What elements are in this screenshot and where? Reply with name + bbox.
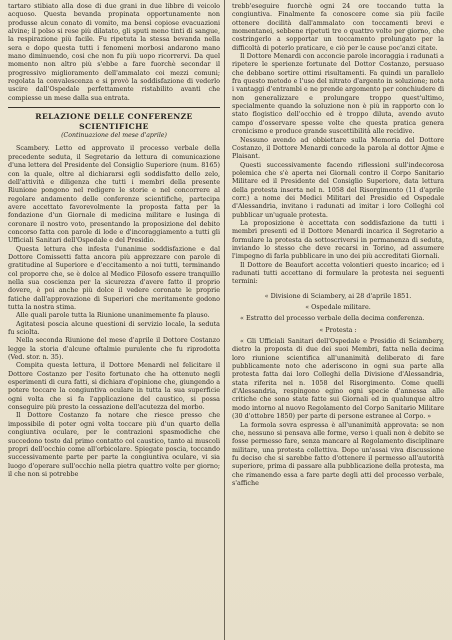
paragraph: Questi successivamente facendo riflessioni sull'indecorosa polemica che s'è aperta nei Giornali contro il Corpo Sanitario Militare ed il Presidente del Consiglio Superiore, data lettura della protesta inserta nel n. 1058 del Risorgimento (11 d'aprile corr.) a nome dei Medici Militari del Presidio ed Ospedale d'Alessandria, invitano i radunati ad imitar i loro Colleghi col pubblicar un'uguale protesta. [232, 160, 444, 219]
paragraph: La formola sovra espressa è all'unanimità approvata: se non che, nessuno si pensava alle forme, verso i quali non è debito se fosse permesso fare, senza mancare al Regolamento disciplinare militare, una protesta collettiva. Dopo un'assai viva discussione fu deciso che si sarebbe fatto d'ottenere il permesso all'autorità superiore, prima di passare alla pubblicazione della protesta, ma che rimanendo essa a fare parte degli atti del processo verbale, s'affiche [232, 420, 444, 487]
spacer [232, 286, 444, 289]
paragraph: Agitatesi poscia alcune questioni di servizio locale, la seduta fu sciolta. [8, 319, 220, 337]
paragraph: Nella seconda Riunione del mese d'aprile il Dottore Costanzo legge la storia d'alcune oftalmie purulente che fu riprodotta (Ved. stor. n. 35). [8, 336, 220, 362]
paragraph: Il Dottore Menardi con acconcie parole incoraggia i radunati a ripetere le sperienze fortunate del Dottor Costanzo, persuaso che debbano sortire ottimi risultamenti. Fa quindi un parallelo fra questo metodo e l'uso del nitrato d'argento in soluzione; nota i vantaggi d'entrambi e ne prende argomento per conchiudere di non generalizzare e prolungare troppo quest'ultimo, specialmente quando la soluzione non è più in rapporto con lo stato flogistico dell'occhio ed è troppo diluta, avendo avuto campo d'osservare spesse volte che questa pratica genera cronicismo e produce grande suscettibilità alle recidive. [232, 52, 444, 136]
paragraph: Il Dottore de Beaufort accetta volontieri questo incarico; ed i radunati tutti accettano di formulare la protesta nei seguenti termini: [232, 260, 444, 286]
quoted-line: « Protesta : [319, 325, 357, 334]
right-column [232, 2, 444, 487]
protest-heading: « Ospedale militare. [305, 303, 371, 312]
quoted-line: « Gli Ufficiali Sanitari dell'Ospedale e Presidio di Sciambery, dietro la proposta di due dei suoi Membri, fatta nella decima loro riunione scientifica all'unanimità deliberato di fare pubblicamente noto che aderiscono in ogni sua parte alla protesta fatta dai loro Colleghi della Divisione d'Alessandria, stata riferita nel n. 1058 del Risorgimento. Come quelli d'Alessandria, respingono egino ogni specie d'annessa alle critiche che sono state fatte sui Giornali ed in qualunque altro modo intorno al nuovo Regolamento del Corpo Sanitario Militare (30 d'ottobre 1850) per parte di persone estranee al Corpo. » [232, 337, 444, 421]
protest-heading: « Divisione di Sciambery, ai 28 d'aprile 1851. [264, 291, 412, 300]
left-column [8, 2, 220, 478]
section-divider [8, 107, 220, 108]
column-rule [224, 0, 225, 640]
paragraph: Alle quali parole tutta la Riunione unanimemente fa plauso. [16, 311, 210, 320]
section-title: RELAZIONE DELLE CONFERENZE SCIENTIFICHE [35, 112, 193, 132]
paragraph: Compita questa lettura, il Dottore Menardi nel felicitare il Dottore Costanzo per l'esito fortunato che ha ottenuto negli esperimenti di cura fatti, si dichiara d'opinione che, giungendo a potere toccare la congiuntiva oculare in tutta la sua superficie ogni volta che si fa l'applicazione del caustico, si possa conseguire più presto la cessazione dell'acutezza del morbo. [8, 361, 220, 412]
article-continuation: tartaro stibiato alla dose di due grani in due libbre di veicolo acquoso. Questa bevanda propinata opportunamente non produsse alcun conato di vomito, ma bensì copiose evacuazioni alvine; il polso si rese più dilatato, gli sputi meno tinti di sangue, la respirazione più facile. Fu ripetuta la stessa bevanda nella sera e dopo questa tutti i fenomeni morbosi andarono mano mano diminuendo, cosi che non fu più uopo ricorrervi. Da quel momento non altro più s'ebbe a fare fuorchè secondar il progressivo miglioramento dell'ammalato coi mezzi comuni; regolata la convalescenza e si provò la soddisfazione di vederlo uscire dall'Ospedale perfettamente ristabilito avanti che compiesse un mese dalla sua entrata. [8, 2, 220, 102]
paragraph: Il Dottore Costanzo fa notare che riesce presso che impossibile di poter ogni volta toccare più d'un quarto della congiuntiva oculare, per le contrazioni spasmodiche che succedono tosto dal primo contatto col caustico, tanto ai muscoli propri dell'occhio come all'orbicolare. Spiegate poscia, toccando successivamente parte per parte la congiuntiva oculare, vi sia luogo d'operare sull'occhio nella pietra quattro volte per giorno; il che non si potrebbe [8, 411, 220, 478]
paragraph: La proposizione è accettata con soddisfazione da tutti i membri presenti ed il Dottore Menardi incarica il Segretario a formulare la protesta da sottoscriversi in permanenza di seduta, inviando lo stesso che deve recarsi in Torino, ad assumere l'impegno di farla pubblicare in uno dei più accreditati Giornali. [232, 218, 444, 261]
paragraph: trebb'eseguire fuorchè ogni 24 ore toccando tutta la congiuntiva. Finalmente fa conoscere come sia più facile ottenere docilità dall'ammalato con toccamenti brevi e momentanei, sebbene ripetuti tre o quattro volte per giorno, che costringerlo a sopportar un toccamento prolungato per la difficoltà di poterlo praticare, e ciò per le cause poc'anzi citate. [232, 2, 444, 52]
paragraph: Scambery. Letto ed approvato il processo verbale della precedente seduta, il Segretario da lettura di comunicazione d'una lettera del Presidente del Consiglio Superiore (num. 8165) con la quale, oltre al dichiararsi egli soddisfatto dello zelo, dell'attività e diligenza che tutti i membri della presente Riunione pongono nel redigere le storie e nel concorrere al regolare andamento delle conferenze scientifiche, partecipa avere accettato favorevolmente la proposta fatta per la fondazione d'un Giornale di medicina militare e lusinga di coronare il nostro voto, presentando la proposizione del debito concorso fatta con parole di lode e d'incoraggiamento a tutti gli Ufficiali Sanitari dell'Ospedale e del Presidio. [8, 144, 220, 245]
quoted-line: « Estratto del processo verbale della decima conferenza. [240, 314, 425, 323]
paragraph: Nessuno avendo ad obbiettare sulla Memoria del Dottore Costanzo, il Dottore Menardi concede la parola al dottor Ajme e Plaisant. [232, 135, 444, 161]
section-subtitle: (Continuazione del mese d'aprile) [61, 132, 167, 140]
paragraph: Questa lettura che infesta l'unanime soddisfazione e dal Dottore Comissetti fatta ancora più apprezzare con parole di gratitudine al Superiore e d'eccitamento a noi tutti, terminando col proporre che, se è dolce al Medico Filosofo essere tranquillo nella sua coscienza per la sicurezza d'avere fatto il proprio dovere, è poi anche più dolce il vedere coronate le proprie fatiche dall'approvazione di Superiori che meritamente godono tutta la nostra stima. [8, 244, 220, 311]
